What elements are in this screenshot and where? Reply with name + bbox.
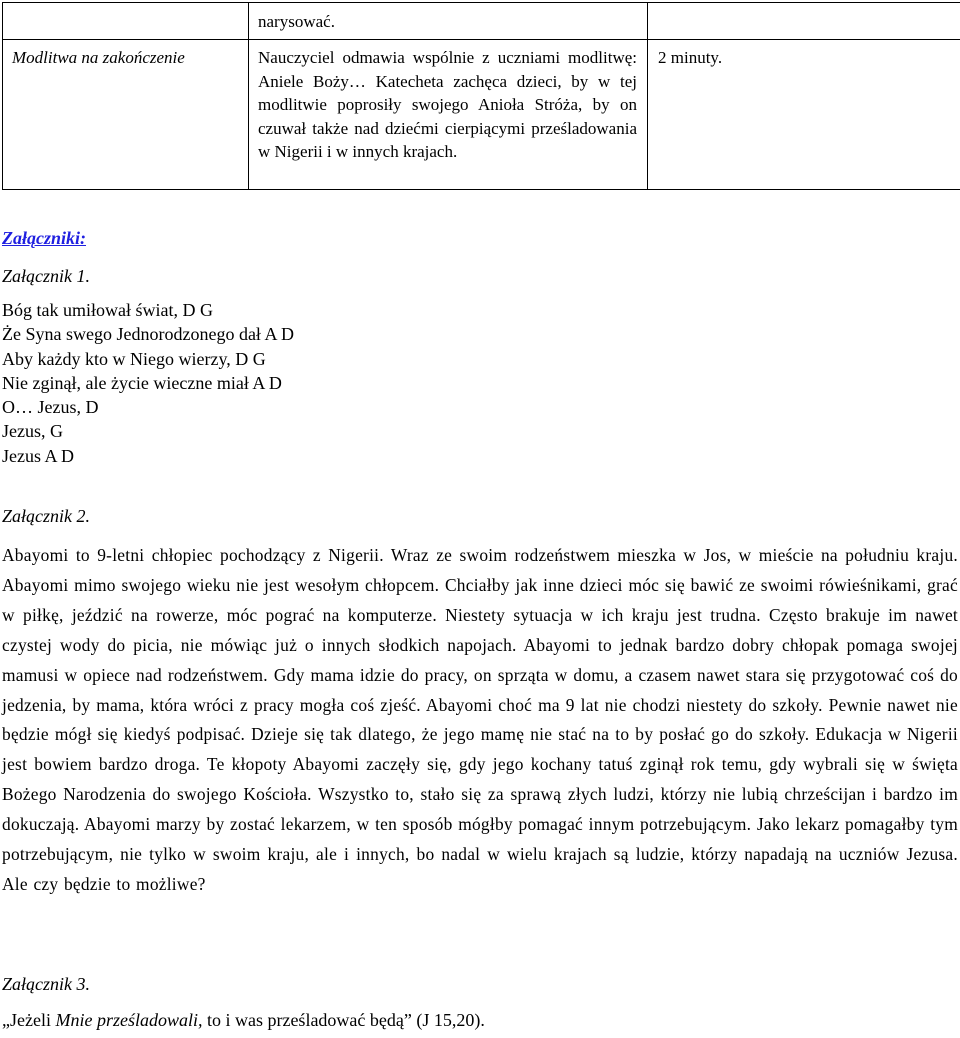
description-cell	[249, 3, 648, 40]
story-paragraph: Abayomi to 9-letni chłopiec pochodzący z Nigerii. Wraz ze swoim rodzeństwem mieszka w Jos, w mieście na południu kraju. Abayomi mimo swojego wieku nie jest wesołym chłopcem. Chciałby jak inne dzieci móc się bawić ze swoimi rówieśnikami, grać w piłkę, jeździć na rowerze, móc pograć na komputerze. Niestety sytuacja w ich kraju jest trudna. Często brakuje im nawet czystej wody do picia, nie mówiąc już o innych słodkich napojach. Abayomi to jednak bardzo dobry chłopak pomaga swojej mamusi w opiece nad rodzeństwem. Gdy mama idzie do pracy, on sprząta w domu, a czasem nawet stara się przygotować coś do jedzenia, by mama, która wróci z pracy mogła coś zjeść. Abayomi choć ma 9 lat nie chodzi niestety do szkoły. Pewnie nawet nie będzie mógł się kiedyś podpisać. Dzieje się tak dlatego, że jego mamę nie stać na to by posłać go do szkoły. Edukacja w Nigerii jest bowiem bardzo droga. Te kłopoty Abayomi zaczęły się, gdy jego kochany tatuś zginął rok temu, gdy wybrali się w święta Bożego Narodzenia do swojego Kościoła. Wszystko to, stało się za sprawą złych ludzi, którzy nie lubią chrześcijan i bardzo im dokuczają. Abayomi marzy by zostać lekarzem, w ten sposób mógłby pomagać innym potrzebującym. Jako lekarz pomagałby tym potrzebującym, nie tylko w swoim kraju, ale i innych, bo nadal w wielu krajach są ludzie, którzy napadają na uczniów Jezusa. Ale czy będzie to możliwe?	[2, 545, 958, 894]
song-line: Jezus A D	[2, 445, 74, 466]
description-text: narysować.	[258, 12, 335, 31]
attachment-1-label: Załącznik 1.	[2, 266, 90, 286]
lesson-plan-table	[2, 2, 960, 190]
song-line: Nie zginął, ale życie wieczne miał A D	[2, 372, 282, 393]
attachment-2-label: Załącznik 2.	[2, 506, 90, 526]
stage-name: Modlitwa na zakończenie	[12, 48, 185, 67]
time-text: 2 minuty.	[658, 48, 723, 67]
stage-cell	[3, 3, 249, 40]
description-cell	[249, 40, 648, 190]
description-text: Nauczyciel odmawia wspólnie z uczniami modlitwę: Aniele Boży… Katecheta zachęca dzieci, by w tej modlitwie poprosiły swojego Anioła Stróża, by on czuwał także nad dziećmi cierpiącymi prześladowania w Nigerii i w innych krajach.	[258, 48, 637, 162]
song-line: Jezus, G	[2, 421, 63, 442]
time-cell	[648, 40, 960, 190]
song-line: Bóg tak umiłował świat, D G	[2, 300, 213, 320]
song-lyrics	[2, 298, 294, 468]
quote-italic: Mnie prześladowali,	[55, 1010, 203, 1030]
quote-rest: to i was prześladować będą” (J 15,20).	[202, 1010, 485, 1030]
bible-quote	[2, 1010, 485, 1031]
song-line: Że Syna swego Jednorodzonego dał A D	[2, 324, 294, 345]
song-line: O… Jezus, D	[2, 397, 99, 418]
stage-cell	[3, 40, 249, 190]
attachments-heading: Załączniki:	[2, 228, 86, 248]
attachment-3-label: Załącznik 3.	[2, 974, 90, 994]
table-row	[3, 3, 960, 40]
time-cell	[648, 3, 960, 40]
quote-open: „Jeżeli	[2, 1010, 56, 1030]
table-row	[3, 40, 960, 190]
song-line: Aby każdy kto w Niego wierzy, D G	[2, 348, 266, 369]
